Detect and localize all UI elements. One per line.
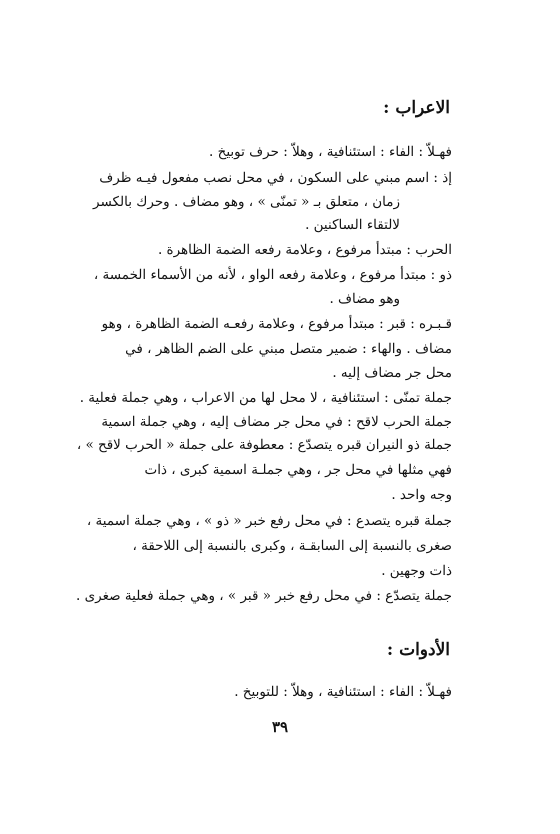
text-line: جملة تمنّى : استئنافية ، لا محل لها من الاعراب ، وهي جملة فعلية . (79, 390, 452, 406)
text-line: فهـلاّ : الفاء : استئنافية ، وهلاّ : حرف توبيخ . (209, 144, 452, 160)
text-line: ذو : مبتدأ مرفوع ، وعلامة رفعه الواو ، لأنه من الأسماء الخمسة ، (93, 267, 452, 283)
text-line: فهـلاّ : الفاء : استئنافية ، وهلاّ : للتوبيخ . (234, 684, 452, 700)
text-line: إذ : اسم مبني على السكون ، في محل نصب مفعول فيـه ظرف (99, 170, 452, 186)
text-line: لالتقاء الساكنين . (305, 217, 400, 233)
text-line: مضاف . والهاء : ضمير متصل مبني على الضم الظاهر ، في (125, 341, 452, 357)
section-title-adawat: الأدوات : (386, 640, 450, 660)
text-line: جملة الحرب لاقح : في محل جر مضاف إليه ، وهي جملة اسمية (101, 414, 452, 430)
text-line: جملة قبره يتصدع : في محل رفع خبر « ذو » ، وهي جملة اسمية ، (86, 513, 452, 529)
text-line: صغرى بالنسبة إلى السابقـة ، وكبرى بالنسبة إلى اللاحقة ، (132, 538, 452, 554)
text-line: وهو مضاف . (329, 291, 400, 307)
text-line: زمان ، متعلق بـ « تمنّى » ، وهو مضاف . وحرك بالكسر (93, 194, 400, 210)
text-line: ذات وجهين . (381, 563, 452, 579)
text-line: قـبـره : قبر : مبتدأ مرفوع ، وعلامة رفعـه الضمة الظاهرة ، وهو (101, 316, 452, 332)
section-title-i3rab: الاعراب : (383, 98, 450, 118)
page-number: ٣٩ (271, 718, 289, 736)
text-line: الحرب : مبتدأ مرفوع ، وعلامة رفعه الضمة الظاهرة . (157, 242, 452, 258)
text-line: محل جر مضاف إليه . (332, 365, 452, 381)
text-line: فهي مثلها في محل جر ، وهي جملـة اسمية كبرى ، ذات (144, 462, 452, 478)
text-line: وجه واحد . (391, 487, 452, 503)
text-line: جملة يتصدّع : في محل رفع خبر « قبر » ، وهي جملة فعلية صغرى . (76, 588, 452, 604)
text-line: جملة ذو النيران قبره يتصدّع : معطوفة على جملة « الحرب لاقح » ، (76, 437, 452, 453)
